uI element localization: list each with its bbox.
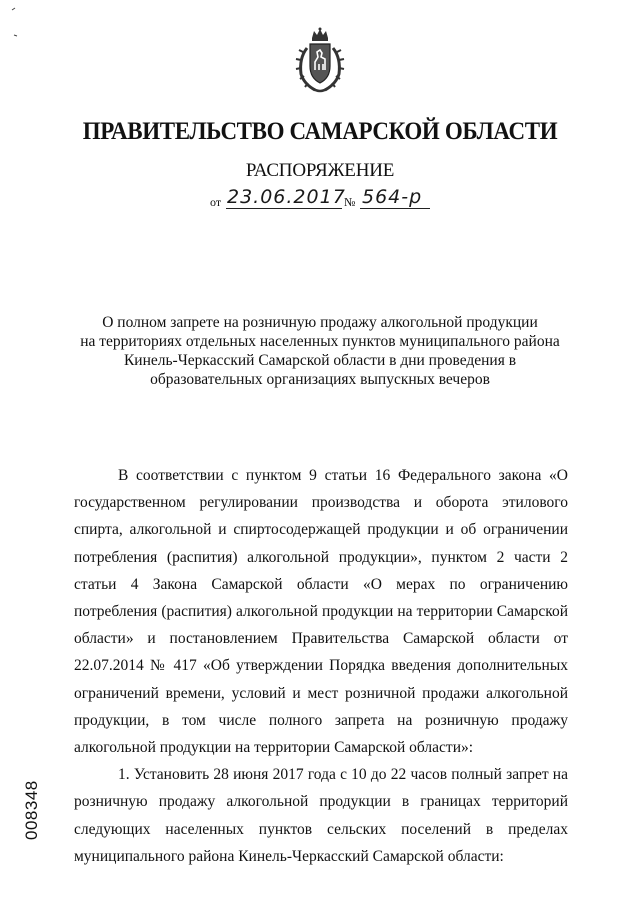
subject-line: Кинель-Черкасский Самарской области в дни проведения в [123,352,517,369]
number-prefix: № [344,195,356,209]
subject-line: на территориях отдельных населенных пунктов муниципального района [80,333,560,350]
samara-coat-of-arms-icon [293,26,347,96]
preamble-paragraph: В соответствии с пунктом 9 статьи 16 Федерального закона «О государственном регулировании производства и оборота этилового спирта, алкогольной и спиртосодержащей продукции и об ограничении потребления (распития) алкогольной продукции», пунктом 2 части 2 статьи 4 Закона Самарской области «О мерах по ограничению потребления (распития) алкогольной продукции на территории Самарской области» и постановлением Правительства Самарской области от 22.07.2014 № 417 «Об утверждении Порядка введения дополнительных ограничений времени, условий и мест розничной продажи алкогольной продукции, в том числе полного запрета на розничную продажу алкогольной продукции на территории Самарской области»: [74,467,568,757]
org-title: ПРАВИТЕЛЬСТВО САМАРСКОЙ ОБЛАСТИ [82,118,558,145]
body-text [74,462,568,870]
number-value: 564-р [362,186,423,208]
date-number-line [210,186,470,214]
subject-line: О полном запрете на розничную продажу алкогольной продукции [102,314,538,331]
clause-1-paragraph: 1. Установить 28 июня 2017 года с 10 до 22 часов полный запрет на розничную продажу алкогольной продукции в границах территорий следующих населенных пунктов сельских поселений в пределах муниципального района Кинель-Черкасский Самарской области: [74,766,568,865]
date-underline [226,208,342,209]
subject-line: образовательных организациях выпускных вечеров [150,371,490,388]
subject-block [60,313,580,389]
date-prefix: от [210,195,222,209]
doc-type: РАСПОРЯЖЕНИЕ [245,160,395,181]
number-underline [360,208,430,209]
side-serial-number: 008348 [22,780,41,840]
scan-specks [0,0,40,50]
date-value: 23.06.2017 [227,186,346,208]
